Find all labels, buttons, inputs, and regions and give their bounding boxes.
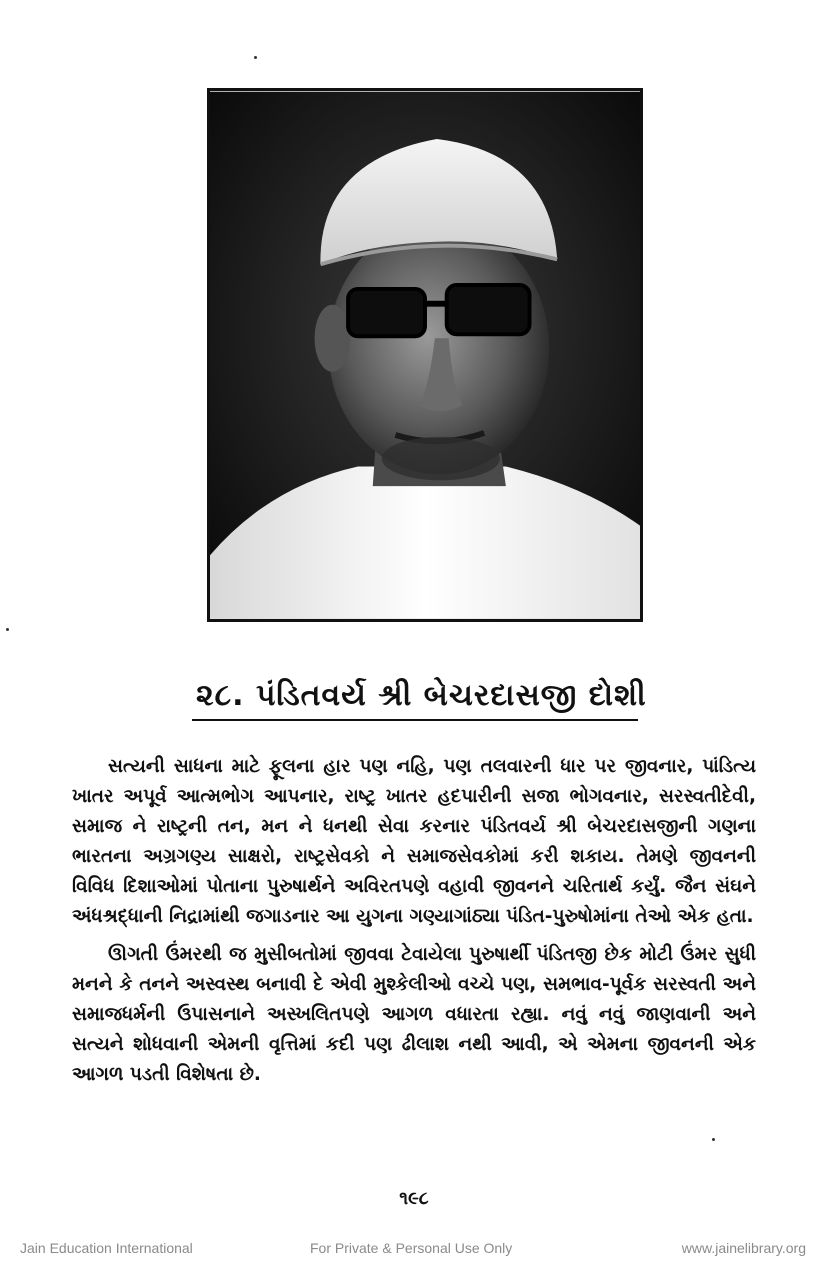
- scan-speck: [254, 56, 257, 59]
- footer-publisher: Jain Education International: [20, 1240, 193, 1256]
- portrait-photo: [207, 88, 643, 622]
- footer-usage-note: For Private & Personal Use Only: [310, 1240, 513, 1256]
- scan-speck: [712, 1138, 715, 1141]
- body-text: [72, 752, 756, 1098]
- paragraph: સત્યની સાધના માટે ફૂલના હાર પણ નહિ, પણ તલવારની ધાર પર જીવનાર, પાંડિત્ય ખાતર અપૂર્વ આત્મભોગ આપનાર, રાષ્ટ્ર ખાતર હદપારીની સજા ભોગવનાર, સરસ્વતીદેવી, સમાજ ને રાષ્ટ્રની તન, મન ને ધનથી સેવા કરનાર પંડિતવર્ય શ્રી બેચરદાસજીની ગણના ભારતના અગ્રગણ્ય સાક્ષરો, રાષ્ટ્રસેવકો ને સમાજસેવકોમાં કરી શકાય. તેમણે જીવનની વિવિધ દિશાઓમાં પોતાના પુરુષાર્થને અવિરતપણે વહાવી જીવનને ચરિતાર્થ કર્યું. જૈન સંઘને અંધશ્રદ્ધાની નિદ્રામાંથી જગાડનાર આ યુગના ગણ્યાગાંઠ્યા પંડિત-પુરુષોમાંના તેઓ એક હતા.: [72, 756, 756, 927]
- page-number: ૧૯૮: [399, 1188, 429, 1209]
- scan-speck: [6, 628, 9, 631]
- chapter-heading: ૨૮. પંડિતવર્ય શ્રી બેચરદાસજી દોશી: [196, 678, 647, 713]
- footer-website: www.jainelibrary.org: [681, 1240, 806, 1256]
- portrait-image: [210, 91, 640, 619]
- heading-underline: [192, 719, 638, 721]
- paragraph: ઊગતી ઉંમરથી જ મુસીબતોમાં જીવવા ટેવાયેલા પુરુષાર્થી પંડિતજી છેક મોટી ઉંમર સુધી મનને કે તનને અસ્વસ્થ બનાવી દે એવી મુશ્કેલીઓ વચ્ચે પણ, સમભાવ-પૂર્વક સરસ્વતી અને સમાજધર્મની ઉપાસનાને અસ્ખલિતપણે આગળ વધારતા રહ્યા. નવું નવું જાણવાની અને સત્યને શોધવાની એમની વૃત્તિમાં કદી પણ ઢીલાશ નથી આવી, એ એમના જીવનની એક આગળ પડતી વિશેષતા છે.: [72, 944, 756, 1085]
